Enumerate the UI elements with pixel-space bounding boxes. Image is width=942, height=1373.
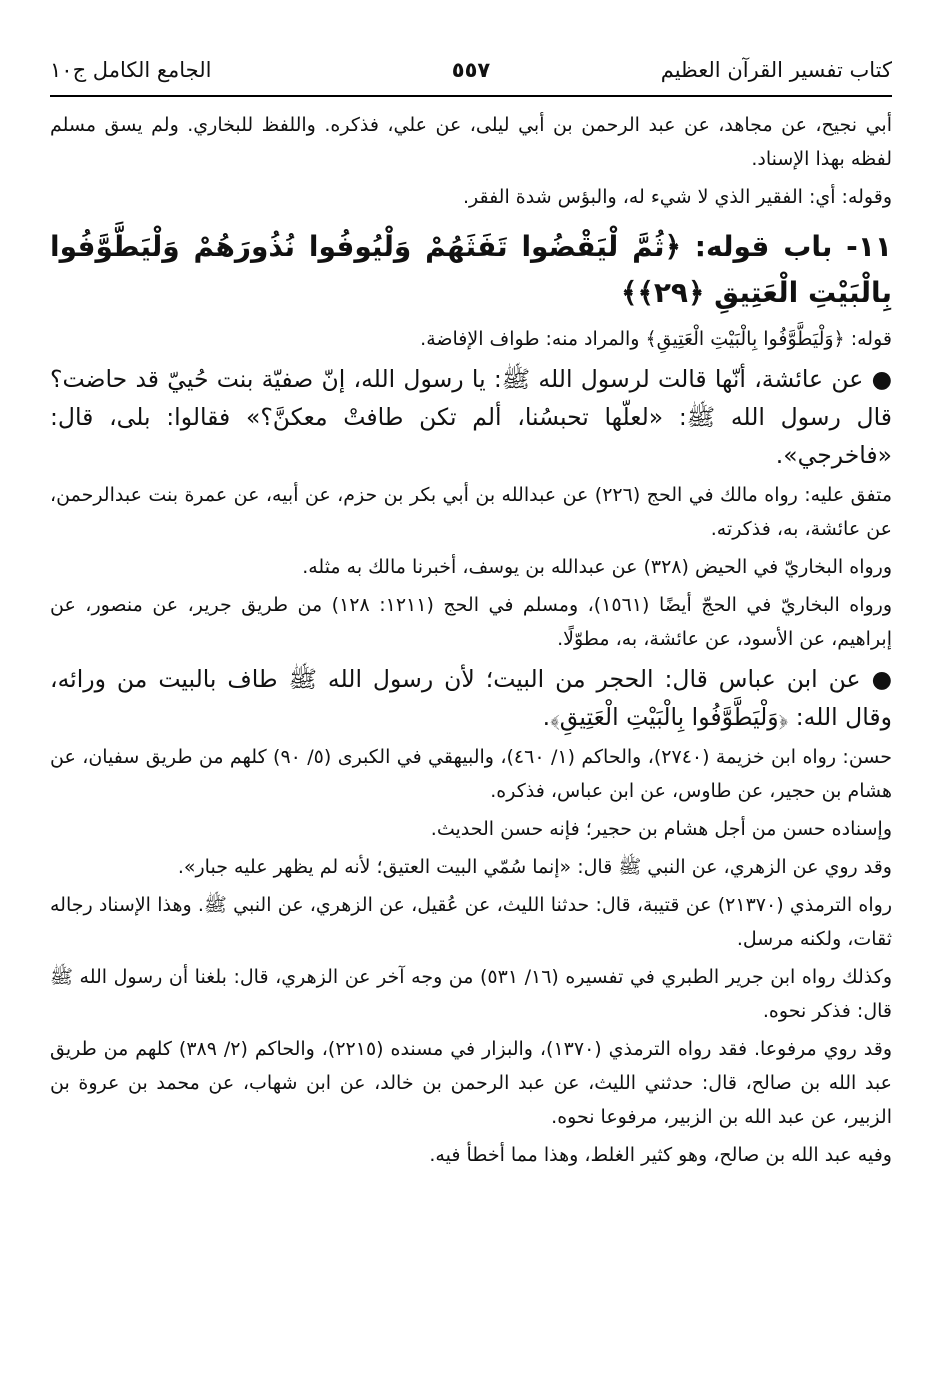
takhrij-paragraph: وكذلك رواه ابن جرير الطبري في تفسيره (١٦/ ٥٣١) من وجه آخر عن الزهري، قال: بلغنا أن رسول الله ﷺ قال: فذكر نحوه. bbox=[50, 966, 893, 1022]
page-body bbox=[50, 108, 892, 1176]
takhrij-paragraph: وقد روي عن الزهري، عن النبي ﷺ قال: «إنما سُمّي البيت العتيق؛ لأنه لم يظهر عليه جبار». bbox=[177, 856, 892, 878]
hadith-text: ● عن عائشة، أنّها قالت لرسول الله ﷺ: يا رسول الله، إنّ صفيّة بنت حُييّ قد حاضت؟ قال رسول الله ﷺ: «لعلّها تحبسُنا، ألم تكن طافتْ معكنَّ؟» فقالوا: بلى، قال: «فاخرجي». bbox=[50, 365, 892, 469]
takhrij-paragraph: وإسناده حسن من أجل هشام بن حجير؛ فإنه حسن الحديث. bbox=[430, 818, 892, 840]
series-title: الجامع الكامل ج١٠ bbox=[50, 58, 212, 82]
takhrij-paragraph: حسن: رواه ابن خزيمة (٢٧٤٠)، والحاكم (١/ ٤٦٠)، والبيهقي في الكبرى (٥/ ٩٠) كلهم من طريق سفيان، عن هشام بن حجير، عن طاوس، عن ابن عباس، فذكره. bbox=[50, 746, 892, 802]
takhrij-paragraph: متفق عليه: رواه مالك في الحج (٢٢٦) عن عبدالله بن أبي بكر بن حزم، عن أبيه، عن عمرة بنت عبدالرحمن، عن عائشة، به، فذكرته. bbox=[50, 484, 892, 540]
page-number: ٥٥٧ bbox=[451, 58, 491, 82]
takhrij-paragraph: ورواه البخاريّ في الحجّ أيضًا (١٥٦١)، ومسلم في الحج (١٢١١: ١٢٨) من طريق جرير، عن منصور، عن إبراهيم، عن الأسود، عن عائشة، به، مطوّلًا. bbox=[50, 594, 893, 650]
takhrij-paragraph: ورواه البخاريّ في الحيض (٣٢٨) عن عبدالله بن يوسف، أخبرنا مالك به مثله. bbox=[302, 556, 892, 578]
chapter-heading: ١١- باب قوله: ﴿ثُمَّ لْيَقْضُوا تَفَثَهُمْ وَلْيُوفُوا نُذُورَهُمْ وَلْيَطَّوَّفُوا بِالْبَيْتِ الْعَتِيقِ ﴿٢٩﴾﴾ bbox=[50, 230, 892, 309]
takhrij-paragraph: وقد روي مرفوعا. فقد رواه الترمذي (١٣٧٠)، والبزار في مسنده (٢٢١٥)، والحاكم (٢/ ٣٨٩) كلهم من طريق عبد الله بن صالح، قال: حدثني الليث، عن عبد الرحمن بن خالد، عن ابن شهاب، عن محمد بن عروة بن الزبير، عن عبد الله بن الزبير، مرفوعا نحوه. bbox=[50, 1038, 892, 1128]
takhrij-paragraph: رواه الترمذي (٢١٣٧٠) عن قتيبة، قال: حدثنا الليث، عن عُقيل، عن الزهري، عن النبي ﷺ. وهذا الإسناد رجاله ثقات، ولكنه مرسل. bbox=[50, 894, 892, 950]
book-title: كتاب تفسير القرآن العظيم bbox=[660, 58, 892, 82]
takhrij-paragraph: وفيه عبد الله بن صالح، وهو كثير الغلط، وهذا مما أخطأ فيه. bbox=[429, 1144, 892, 1166]
paragraph-note: وقوله: أي: الفقير الذي لا شيء له، والبؤس شدة الفقر. bbox=[462, 186, 892, 208]
header-divider bbox=[50, 95, 892, 97]
paragraph-continuation: أبي نجيح، عن مجاهد، عن عبد الرحمن بن أبي ليلى، عن علي، فذكره. واللفظ للبخاري. ولم يسق مسلم لفظه بهذا الإسناد. bbox=[50, 114, 892, 170]
page-header bbox=[50, 52, 892, 92]
hadith-text: ● عن ابن عباس قال: الحجر من البيت؛ لأن رسول الله ﷺ طاف بالبيت من ورائه، وقال الله: ﴿وَلْيَطَّوَّفُوا بِالْبَيْتِ الْعَتِيقِ﴾. bbox=[50, 665, 892, 731]
paragraph-commentary: قوله: ﴿وَلْيَطَّوَّفُوا بِالْبَيْتِ الْعَتِيقِ﴾ والمراد منه: طواف الإفاضة. bbox=[420, 328, 892, 350]
